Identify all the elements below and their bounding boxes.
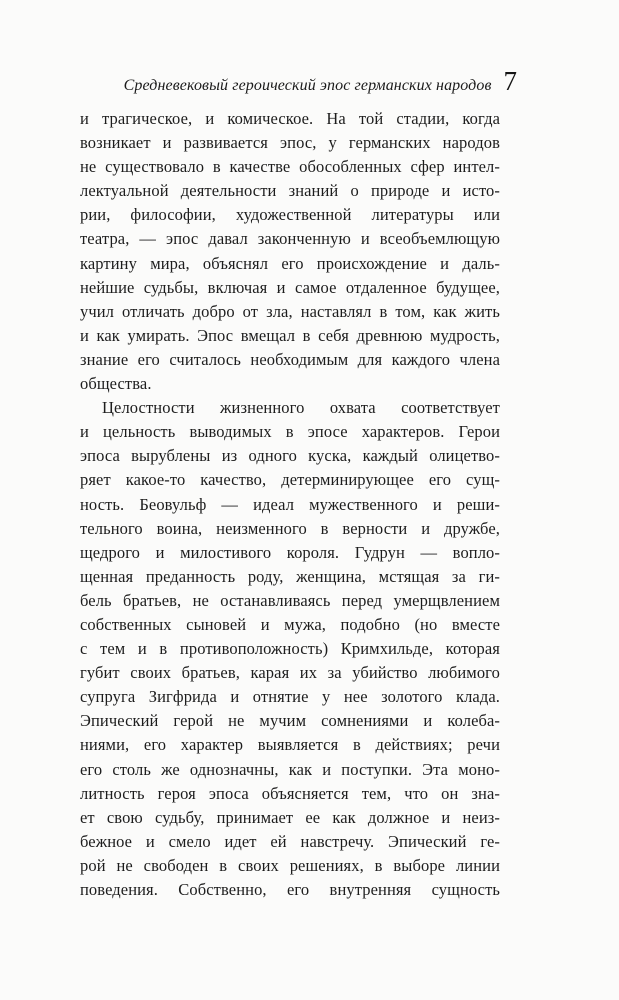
text-line: не существовало в качестве обособленных сфер интел- <box>80 157 500 177</box>
text-line: ряет какое-то качество, детерминирующее его сущ- <box>80 470 500 490</box>
text-line: рии, философии, художественной литературы или <box>80 205 500 225</box>
page-number: 7 <box>503 66 517 96</box>
text-line: эпоса вырублены из одного куска, каждый олицетво- <box>80 446 500 466</box>
text-line: поведения. Собственно, его внутренняя сущность <box>80 880 500 899</box>
text-line: губит своих братьев, карая их за убийство любимого <box>80 663 500 683</box>
text-line: возникает и развивается эпос, у германских народов <box>80 133 500 153</box>
text-line: Эпический герой не мучим сомнениями и колеба- <box>80 711 500 731</box>
text-line: и как умирать. Эпос вмещал в себя древнюю мудрость, <box>80 325 500 345</box>
text-line: ет свою судьбу, принимает ее как должное и неиз- <box>80 807 500 827</box>
text-line: театра, — эпос давал законченную и всеобъемлющую <box>80 229 500 249</box>
text-line: щенная преданность роду, женщина, мстящая за ги- <box>80 566 500 586</box>
text-line: знание его считалось необходимым для каждого члена <box>80 349 500 369</box>
text-line: ность. Беовульф — идеал мужественного и реши- <box>80 494 500 514</box>
body-text <box>80 107 500 902</box>
text-line: общества. <box>80 374 152 394</box>
text-line: ниями, его характер выявляется в действиях; речи <box>80 735 500 755</box>
text-line: рой не свободен в своих решениях, в выборе линии <box>80 855 500 875</box>
text-line: и цельность выводимых в эпосе характеров. Герои <box>80 422 500 442</box>
text-line: тельного воина, неизменного в верности и дружбе, <box>80 518 500 538</box>
text-line: литность героя эпоса объясняется тем, что он зна- <box>80 783 500 803</box>
text-line: лектуальной деятельности знаний о природе и исто- <box>80 181 500 201</box>
running-head <box>80 66 517 96</box>
text-line: щедрого и милостивого короля. Гудрун — вопло- <box>80 542 500 562</box>
text-line: и трагическое, и комическое. На той стадии, когда <box>80 109 500 128</box>
text-line: бель братьев, не останавливаясь перед умерщвлением <box>80 590 500 610</box>
text-line: картину мира, объяснял его происхождение и даль- <box>80 253 500 273</box>
text-line: с тем и в противоположность) Кримхильде, которая <box>80 639 500 659</box>
text-line: бежное и смело идет ей навстречу. Эпический ге- <box>80 831 500 851</box>
text-line: собственных сыновей и мужа, подобно (но вместе <box>80 614 500 634</box>
text-line: его столь же однозначны, как и поступки. Эта моно- <box>80 759 500 779</box>
running-title: Средневековый героический эпос германских народов <box>123 77 492 94</box>
text-line: Целостности жизненного охвата соответствует <box>102 398 500 418</box>
text-line: супруга Зигфрида и отнятие у нее золотого клада. <box>80 687 500 707</box>
text-line: нейшие судьбы, включая и самое отдаленное будущее, <box>80 277 500 297</box>
text-line: учил отличать добро от зла, наставлял в том, как жить <box>80 301 500 321</box>
